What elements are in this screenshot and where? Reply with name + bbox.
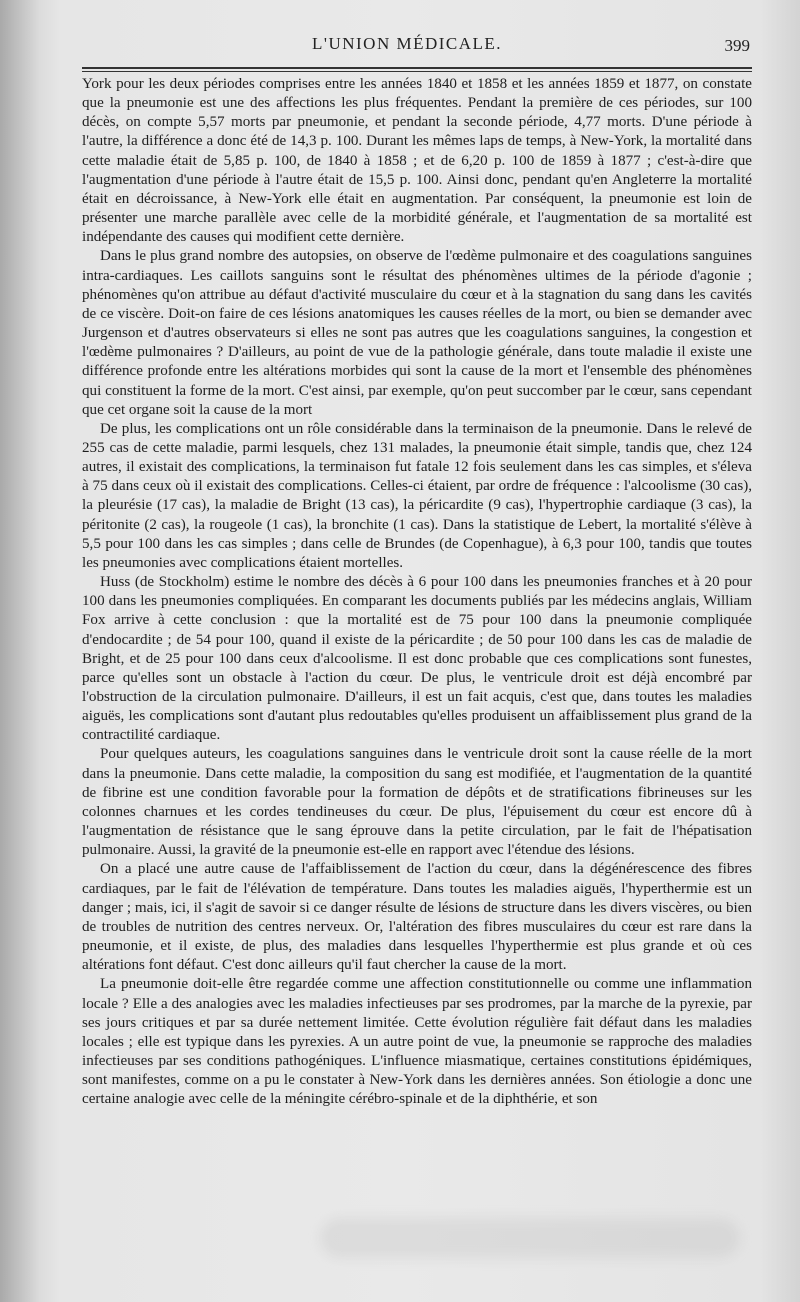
paragraph: Pour quelques auteurs, les coagulations sanguines dans le ventricule droit sont la cause réelle de la mort dans la pneumonie. Dans cette maladie, la composition du sang est modifiée, et l'augmentation de la quantité de fibrine est une condition favorable pour la formation de dépôts et de stratifications fibrineuses sur les colonnes charnues et les cordes tendineuses du cœur. De plus, l'épuisement du cœur est encore dû à l'augmentation de résistance que le sang éprouve dans la petite circulation, par le fait de l'hépatisation pulmonaire. Aussi, la gravité de la pneumonie est-elle en rapport avec l'étendue des lésions. bbox=[82, 746, 752, 859]
paragraph: Huss (de Stockholm) estime le nombre des décès à 6 pour 100 dans les pneumonies franches et à 20 pour 100 dans les pneumonies compliquées. En comparant les documents publiés par les médecins anglais, William Fox arrive à cette conclusion : que la mortalité est de 75 pour 100 dans la pneumonie compliquée d'endocardite ; de 54 pour 100, quand il existe de la péricardite ; de 50 pour 100 dans les cas de maladie de Bright, et de 25 pour 100 dans ceux d'alcoolisme. Il est donc probable que ces complications sont funestes, parce qu'elles sont un obstacle à l'action du cœur. De plus, le ventricule droit est déjà encombré par l'obstruction de la circulation pulmonaire. D'ailleurs, il est un fait acquis, c'est que, dans toutes les maladies aiguës, les complications sont d'autant plus redoutables qu'elles produisent un affaiblissement plus grand de la contractilité cardiaque. bbox=[82, 574, 752, 744]
paragraph: Dans le plus grand nombre des autopsies, on observe de l'œdème pulmonaire et des coagulations sanguines intra-cardiaques. Les caillots sanguins sont le résultat des phénomènes ultimes de la période d'agonie ; phénomènes qu'on attribue au défaut d'activité musculaire du cœur et à la stagnation du sang dans les cavités de ce viscère. Doit-on faire de ces lésions anatomiques les causes réelles de la mort, ou bien se demander avec Jurgenson et d'autres observateurs si elles ne sont pas autres que les coagulations sanguines, la congestion et l'œdème pulmonaires ? D'ailleurs, au point de vue de la pathologie générale, dans toute maladie il existe une différence profonde entre les altérations morbides qui sont la cause de la mort et l'ensemble des phénomènes qui constituent la forme de la mort. C'est ainsi, par exemple, qu'on peut succomber par le cœur, sans cependant que cet organe soit la cause de la mort bbox=[82, 248, 752, 418]
paragraph: York pour les deux périodes comprises entre les années 1840 et 1858 et les années 1859 et 1877, on constate que la pneumonie est une des affections les plus fréquentes. Pendant la première de ces périodes, sur 100 décès, on compte 5,57 morts par pneumonie, et pendant la seconde période, 4,77 morts. D'une période à l'autre, la différence a donc été de 14,3 p. 100. Durant les mêmes laps de temps, à New-York, la mortalité dans cette maladie était de 5,85 p. 100, de 1840 à 1858 ; et de 6,20 p. 100 de 1859 à 1877 ; c'est-à-dire que l'augmentation d'une période à l'autre était de 15,5 p. 100. Ainsi donc, pendant qu'en Angleterre la mortalité était en décroissance, à New-York elle était en augmentation. Par conséquent, la pneumonie est loin de présenter une marche parallèle avec celle de la morbidité générale, et l'augmentation de sa mortalité est indépendante des causes qui modifient cette dernière. bbox=[82, 76, 752, 246]
article-body bbox=[82, 75, 752, 1109]
header-rule bbox=[82, 67, 752, 72]
bleed-through-stain bbox=[320, 1218, 740, 1258]
page-header bbox=[82, 30, 754, 60]
paragraph: La pneumonie doit-elle être regardée comme une affection constitutionnelle ou comme une inflammation locale ? Elle a des analogies avec les maladies infectieuses par ses prodromes, par la marche de la pyrexie, par ses jours critiques et par sa durée nettement limitée. Cette évolution régulière fait défaut dans les maladies locales ; elle est typique dans les pyrexies. A un autre point de vue, la pneumonie se rapproche des maladies infectieuses par ses conditions pathogéniques. L'influence miasmatique, certaines constitutions épidémiques, sont manifestes, comme on a pu le constater à New-York dans les dernières années. Son étiologie a donc une certaine analogie avec celle de la méningite cérébro-spinale et de la diphthérie, et son bbox=[82, 976, 752, 1108]
paragraph: On a placé une autre cause de l'affaiblissement de l'action du cœur, dans la dégénérescence des fibres cardiaques, par le fait de l'élévation de température. Dans toutes les maladies aiguës, l'hyperthermie est un danger ; mais, ici, il s'agit de savoir si ce danger résulte de lésions de structure dans les divers viscères, ou bien de troubles de nutrition des centres nerveux. Or, l'altération des fibres musculaires du cœur est rare dans la pneumonie, et il existe, de plus, des maladies dans lesquelles l'hyperthermie est plus grande et où ces altérations font défaut. C'est donc ailleurs qu'il faut chercher la cause de la mort. bbox=[82, 861, 752, 974]
paragraph: De plus, les complications ont un rôle considérable dans la terminaison de la pneumonie. Dans le relevé de 255 cas de cette maladie, parmi lesquels, chez 131 malades, la pneumonie était simple, tandis que, chez 124 autres, il existait des complications, la terminaison fut fatale 12 fois seulement dans les cas simples, et s'éleva à 75 dans ceux où il existait des complications. Celles-ci étaient, par ordre de fréquence : l'alcoolisme (30 cas), la pleurésie (17 cas), la maladie de Bright (13 cas), la péricardite (9 cas), l'hypertrophie cardiaque (3 cas), la péritonite (2 cas), la rougeole (1 cas), la bronchite (1 cas). Dans la statistique de Lebert, la mortalité s'élève à 5,5 pour 100 dans les cas simples ; dans celle de Brundes (de Copenhague), à 6,3 pour 100, tandis que toutes les pneumonies avec complications étaient mortelles. bbox=[82, 420, 752, 571]
running-title: L'UNION MÉDICALE. bbox=[312, 34, 503, 53]
page-number: 399 bbox=[724, 36, 750, 55]
